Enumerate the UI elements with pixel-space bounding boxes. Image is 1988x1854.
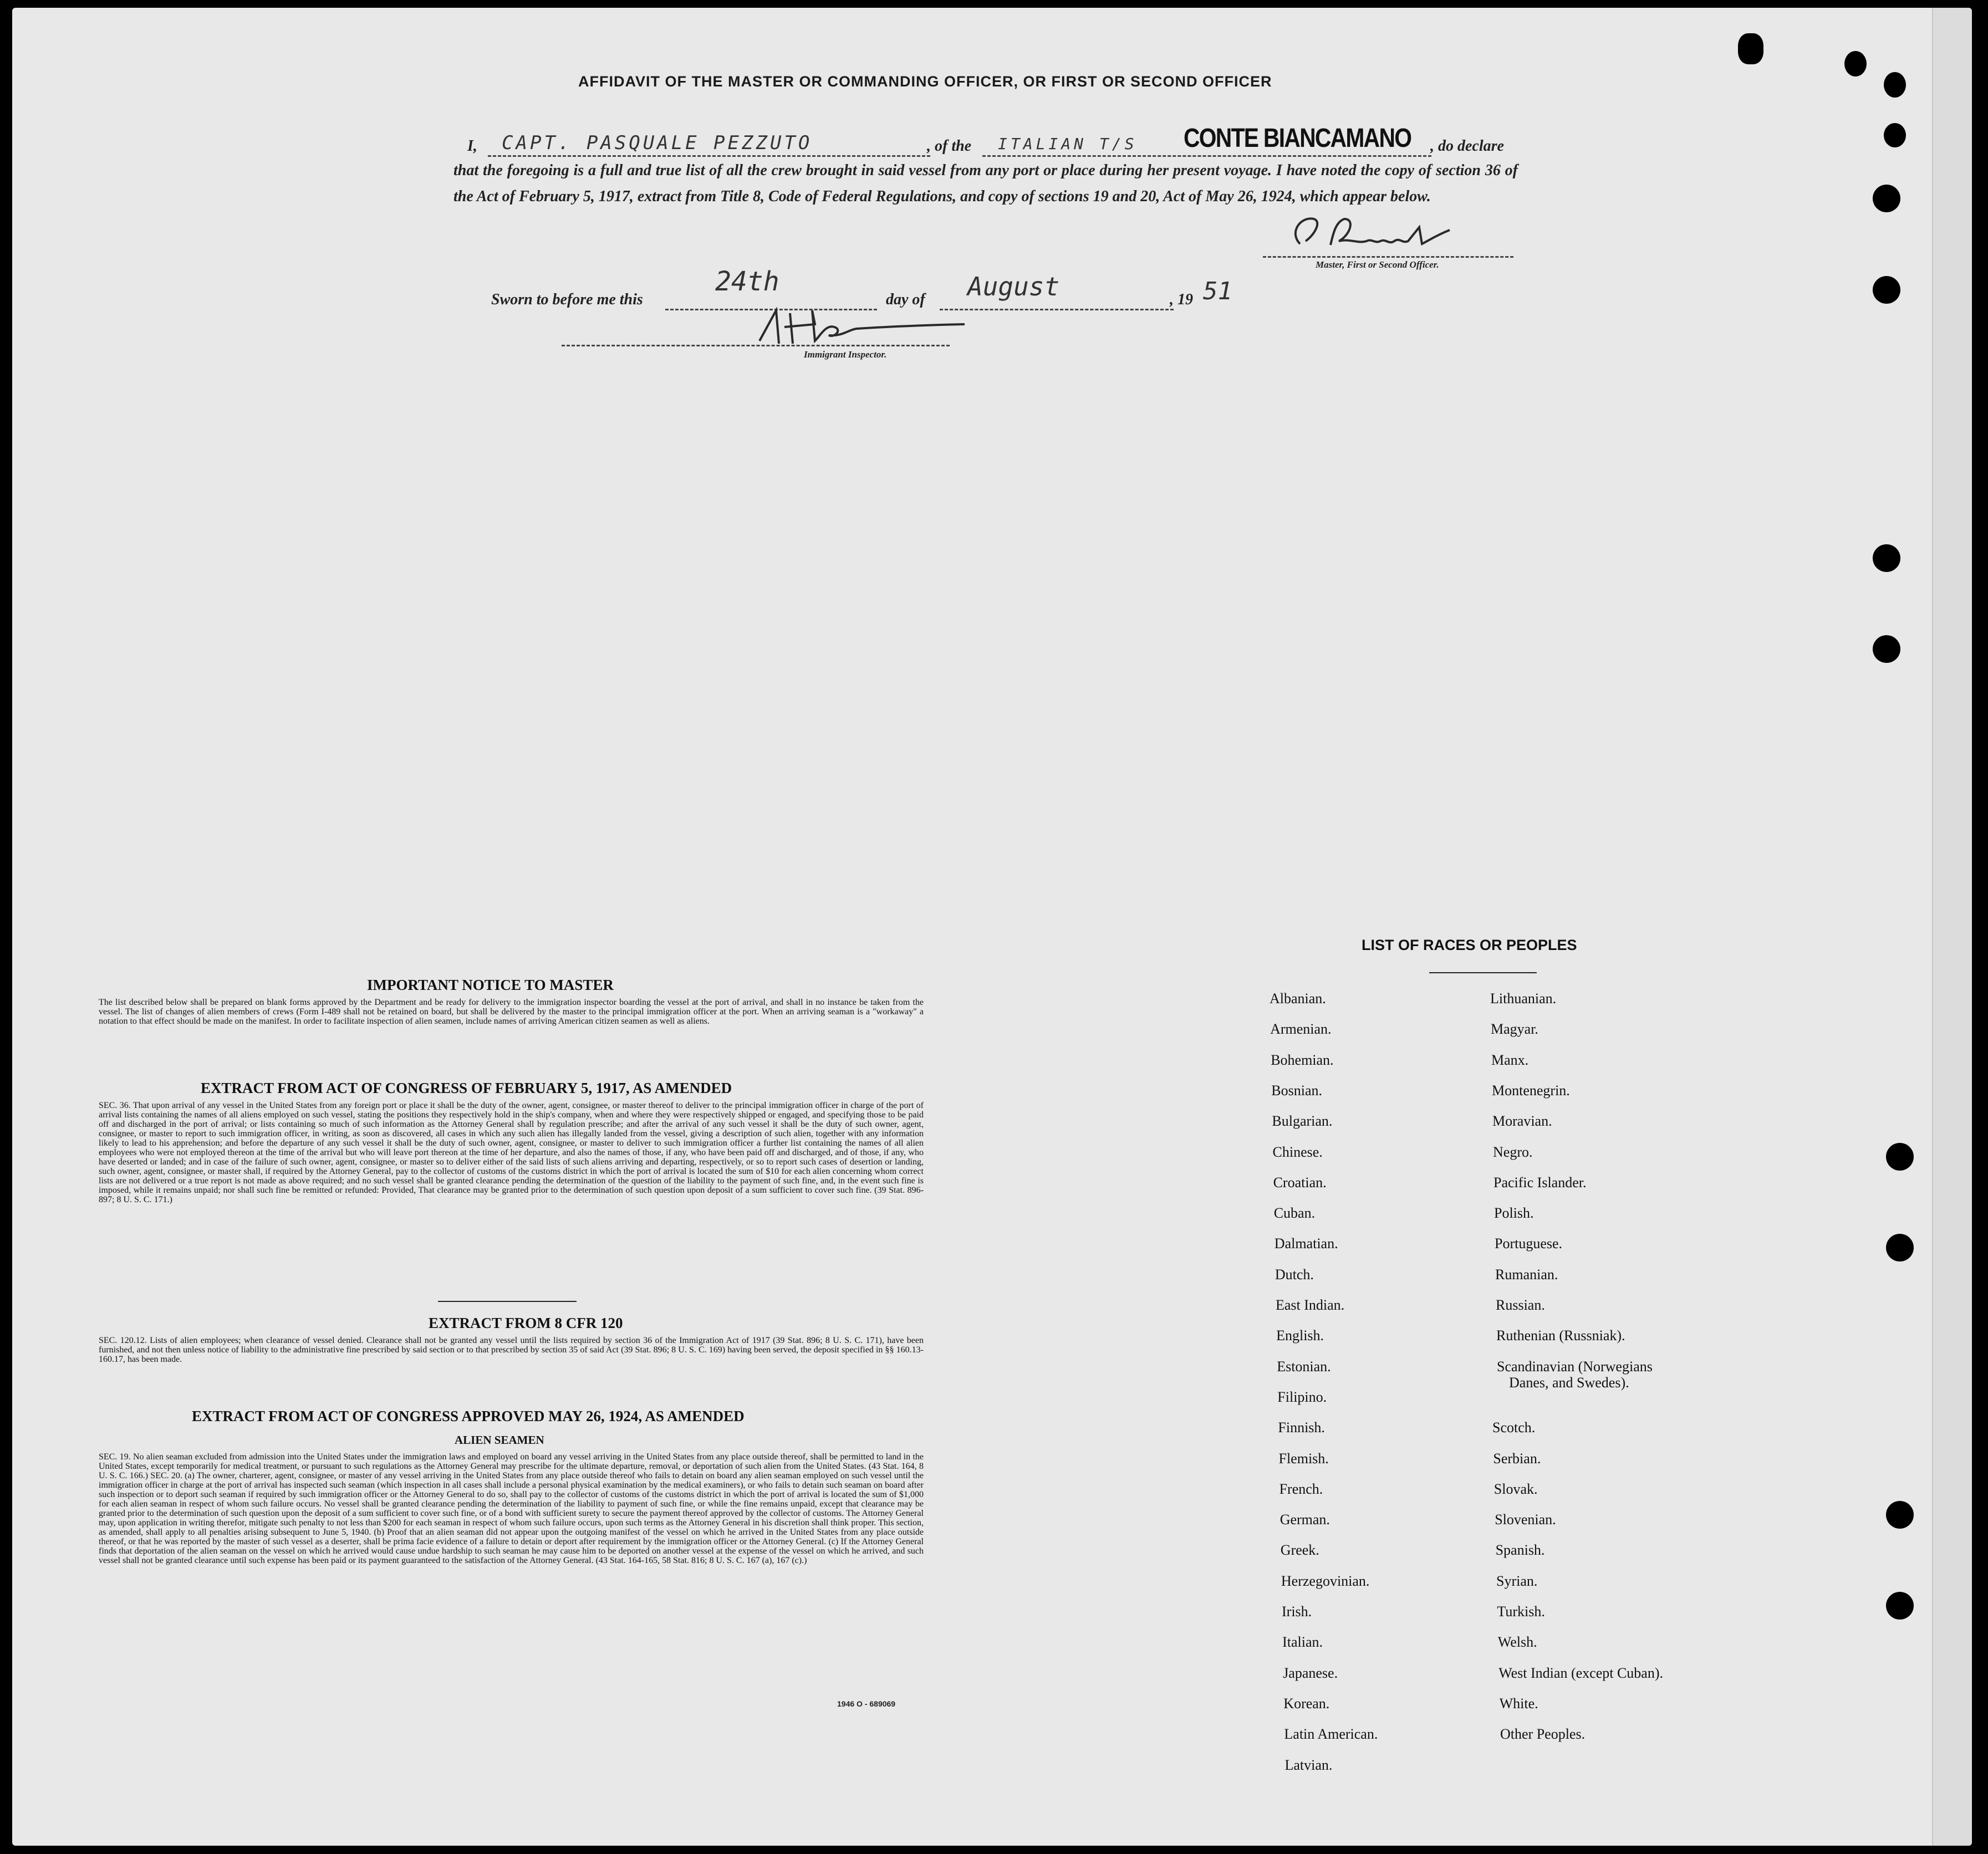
year-prefix: , 19 <box>1170 291 1193 308</box>
race-item: Chinese. <box>1272 1143 1323 1160</box>
race-item: Welsh. <box>1497 1634 1537 1651</box>
section-divider <box>438 1301 577 1302</box>
extract-cfr-text: SEC. 120.12. Lists of alien employees; when clearance of vessel denied. Clearance shall not be granted any vessel until the lists required by section 36 of the Immigration Act of 1917 (39 Stat. 896; 8 U. S. C. 171), have been furnished, and not then unless notice of liability to the administrative fine prescribed by said section or to that prescribed by section 35 of said Act (39 Stat. 896; 8 U. S. C. 169) having been served, the deposit specified in §§ 160.13-160.17, has been made. <box>99 1336 924 1364</box>
race-item: English. <box>1276 1327 1324 1344</box>
race-item: Bulgarian. <box>1272 1113 1333 1130</box>
vessel-nationality-handwritten: ITALIAN T/S <box>998 135 1138 153</box>
extract-1924-text: SEC. 19. No alien seaman excluded from admission into the United States under the immigration laws and employed on board any vessel arriving in the United States from any place outside thereof, shall be permitted to land in the United States, except temporarily for medical treatment, or pursuant to such regulations as the Attorney General may prescribe for the ultimate departure, removal, or deportation of such alien from the United States. (43 Stat. 164, 8 U. S. C. 166.) SEC. 20. (a) The owner, charterer, agent, consignee, or master of any vessel arriving in the United States from any place outside thereof who fails to detain on board any alien seaman employed on such vessel until the immigration officer in charge at the port of arrival has inspected such seaman (which inspection in all cases shall include a personal physical examination by the medical examiners), or who fails to detain such seaman on board after such inspection or to deport such seaman if required by such immigration officer or the Attorney General to do so, shall pay to the collector of customs of the customs district in which the port of arrival is located the sum of $1,000 for each alien seaman in respect of whom such failure occurs. No vessel shall be granted clearance pending the determination of the liability to payment of such fine, or while the fine remains unpaid, except that clearance may be granted prior to the determination of such question upon the deposit of a sum sufficient to cover such fine, or of a bond with sufficient surety to secure the payment thereof approved by the collector of customs. The Attorney General may, upon application in writing therefor, mitigate such penalty to not less than $200 for each seaman in respect of whom such failure occurs, upon such terms as the Attorney General in his discretion shall think proper. This section, as amended, shall apply to all penalties arising subsequent to June 5, 1940. (b) Proof that an alien seaman did not appear upon the outgoing manifest of the vessel on which he arrived in the United States from any place outside thereof, or that he was reported by the master of such vessel as a deserter, shall be prima facie evidence of a failure to detain or deport after requirement by the immigration officer or the Attorney General. (c) If the Attorney General finds that deportation of the alien seaman on the vessel on which he arrived would cause undue hardship to such seaman he may cause him to be deported on another vessel at the expense of the vessel on which he arrived, and such vessel shall not be granted clearance until such expense has been paid or its payment guaranteed to the satisfaction of the Attorney General. (43 Stat. 164-165, 58 Stat. 816; 8 U. S. C. 167 (a), 167 (c).) <box>99 1452 924 1565</box>
race-item: German. <box>1280 1511 1330 1528</box>
race-item: White. <box>1499 1695 1538 1712</box>
race-item: Russian. <box>1496 1297 1545 1313</box>
race-item: Serbian. <box>1493 1450 1541 1467</box>
race-item: Scandinavian (Norwegians <box>1497 1358 1653 1375</box>
punch-hole <box>1884 123 1906 147</box>
race-item: Ruthenian (Russniak). <box>1496 1327 1625 1344</box>
race-item: Scotch. <box>1492 1419 1536 1436</box>
races-title: LIST OF RACES OR PEOPLES <box>1362 937 1577 953</box>
race-item: Magyar. <box>1491 1021 1538 1038</box>
inspector-signature <box>737 297 981 352</box>
vessel-line <box>982 155 1431 157</box>
race-item: Japanese. <box>1283 1664 1338 1681</box>
races-title-rule <box>1429 972 1537 973</box>
punch-hole <box>1873 544 1900 572</box>
vessel-name-stamp: CONTE BIANCAMANO <box>1184 124 1411 153</box>
race-item: Greek. <box>1280 1542 1319 1559</box>
race-item: French. <box>1279 1480 1323 1497</box>
race-item: Filipino. <box>1277 1388 1327 1405</box>
race-item: Dalmatian. <box>1274 1235 1338 1252</box>
officer-signature-line <box>1263 256 1513 258</box>
notice-text: The list described below shall be prepared on blank forms approved by the Department and be ready for delivery to the immigration inspector boarding the vessel at the port of arrival, and shall in no instance be taken from the vessel. The list of changes of alien members of crews (Form I-489 shall not be retained on board, but shall be delivered by the master to the principal immigration officer at the port. When an arriving seaman is a "workaway" a notation to that effect should be made on the manifest. In order to facilitate inspection of alien seamen, include names of arriving American citizen seamen as well as aliens. <box>99 998 924 1026</box>
page-edge-strip <box>1932 8 1972 1846</box>
affidavit-body: that the foregoing is a full and true list of all the crew brought in said vessel from any port or place during her present voyage. I have noted the copy of section 36 of the Act of February 5, 1917, extract from Title 8, Code of Federal Regulations, and copy of sections 19 and 20, Act of May 26, 1924, which appear below. <box>453 162 1518 205</box>
race-item: Rumanian. <box>1495 1266 1558 1283</box>
race-item: Italian. <box>1282 1634 1323 1651</box>
race-item: Moravian. <box>1492 1113 1552 1130</box>
race-item: Syrian. <box>1496 1572 1538 1589</box>
extract-1924-subtitle: ALIEN SEAMEN <box>455 1433 544 1447</box>
sworn-month-handwritten: August <box>967 272 1060 302</box>
master-signature <box>1283 211 1461 261</box>
race-item: Montenegrin. <box>1492 1082 1570 1099</box>
punch-hole <box>1886 1501 1914 1529</box>
race-item: Other Peoples. <box>1500 1726 1586 1743</box>
sworn-label: Sworn to before me this <box>491 291 643 308</box>
race-item: Flemish. <box>1278 1450 1329 1467</box>
race-item: Negro. <box>1493 1143 1533 1160</box>
race-item: Latvian. <box>1284 1756 1333 1773</box>
race-item: Polish. <box>1494 1205 1534 1222</box>
race-item: Dutch. <box>1275 1266 1314 1283</box>
race-item: Croatian. <box>1273 1174 1327 1191</box>
extract-1917-title: EXTRACT FROM ACT OF CONGRESS OF FEBRUARY 5, 1917, AS AMENDED <box>201 1080 732 1096</box>
punch-hole <box>1844 51 1867 76</box>
i-label: I, <box>467 137 477 155</box>
punch-hole <box>1873 276 1900 304</box>
race-item: Manx. <box>1491 1051 1529 1068</box>
day-of-label: day of <box>886 291 925 308</box>
inspector-signature-line <box>562 345 950 346</box>
year-handwritten: 51 <box>1203 277 1232 305</box>
sworn-day-handwritten: 24th <box>715 266 779 297</box>
race-item: Latin American. <box>1284 1726 1378 1743</box>
extract-cfr-title: EXTRACT FROM 8 CFR 120 <box>429 1315 623 1331</box>
punch-hole <box>1884 72 1906 98</box>
race-item: Herzegovinian. <box>1281 1572 1370 1589</box>
race-item: Lithuanian. <box>1490 990 1557 1007</box>
race-item: Slovak. <box>1493 1480 1538 1497</box>
race-item: Portuguese. <box>1495 1235 1563 1252</box>
race-item: Turkish. <box>1497 1603 1545 1620</box>
notice-title: IMPORTANT NOTICE TO MASTER <box>367 977 614 993</box>
extract-1924-title: EXTRACT FROM ACT OF CONGRESS APPROVED MAY 26, 1924, AS AMENDED <box>192 1408 745 1424</box>
punch-hole <box>1873 185 1900 212</box>
race-item: Finnish. <box>1278 1419 1325 1436</box>
race-item: Danes, and Swedes). <box>1509 1374 1629 1391</box>
race-item: Bohemian. <box>1271 1051 1334 1068</box>
extract-1917-text: SEC. 36. That upon arrival of any vessel in the United States from any foreign port or place it shall be the duty of the owner, agent, consignee, or master thereof to deliver to the principal immigration officer in charge of the port of arrival lists containing the names of all aliens employed on such vessel, stating the positions they respectively hold in the ship's company, when and where they were respectively shipped or engaged, and specifying those to be paid off and discharged in the port of arrival; or lists containing so much of such information as the Attorney General shall by regulation prescribe; and after the arrival of any such vessel it shall be the duty of such owner, agent, consignee, or master to report to such immigration officer, in writing, as soon as discovered, all cases in which any such alien has illegally landed from the vessel, giving a description of such alien, together with any information likely to lead to his apprehension; and before the departure of any such vessel it shall be the duty of such owner, agent, consignee, or master to deliver to such immigration officer a further list containing the names of all alien employees who were not employed thereon at the time of the arrival but who will leave port thereon at the time of her departure, and also the names of those, if any, who have been paid off and discharged, and of those, if any, who have deserted or landed; and in case of the failure of such owner, agent, consignee, or master so to deliver either of the said lists of such aliens arriving and departing, respectively, or so to report such cases of desertion or landing, such owner, agent, consignee, or master shall, if required by the Attorney General, pay to the collector of customs of the customs district in which the port of arrival is located the sum of $10 for each alien concerning whom correct lists are not delivered or a true report is not made as above required; and no such vessel shall be granted clearance pending the determination of the question of the liability to the payment of such fine, and, in the event such fine is imposed, while it remains unpaid; nor shall such fine be remitted or refunded: Provided, That clearance may be granted prior to the determination of such question upon deposit of a sum sufficient to cover such fine. (39 Stat. 896-897; 8 U. S. C. 171.) <box>99 1101 924 1204</box>
race-item: Cuban. <box>1273 1205 1316 1222</box>
race-item: Slovenian. <box>1495 1511 1556 1528</box>
race-item: Spanish. <box>1495 1542 1545 1559</box>
master-name-handwritten: CAPT. PASQUALE PEZZUTO <box>502 132 813 154</box>
race-item: Estonian. <box>1277 1358 1331 1375</box>
affidavit-heading: AFFIDAVIT OF THE MASTER OR COMMANDING OFFICER, OR FIRST OR SECOND OFFICER <box>578 73 1272 90</box>
punch-hole <box>1873 635 1900 663</box>
race-item: Albanian. <box>1270 990 1326 1007</box>
race-item: Irish. <box>1282 1603 1312 1620</box>
race-item: Armenian. <box>1270 1021 1332 1038</box>
officer-caption: Master, First or Second Officer. <box>1316 259 1439 270</box>
race-item: Korean. <box>1283 1695 1330 1712</box>
race-item: Pacific Islander. <box>1493 1174 1587 1191</box>
inspector-caption: Immigrant Inspector. <box>804 349 887 360</box>
race-item: West Indian (except Cuban). <box>1498 1664 1663 1681</box>
punch-hole <box>1886 1592 1914 1620</box>
do-declare-label: , do declare <box>1430 137 1504 155</box>
punch-hole <box>1738 33 1763 64</box>
print-code: 1946 O - 689069 <box>837 1699 896 1708</box>
punch-hole <box>1886 1234 1914 1261</box>
of-the-label: , of the <box>927 137 972 155</box>
master-name-line <box>488 155 930 157</box>
race-item: East Indian. <box>1276 1297 1345 1313</box>
race-item: Bosnian. <box>1271 1082 1323 1099</box>
punch-hole <box>1886 1143 1914 1171</box>
